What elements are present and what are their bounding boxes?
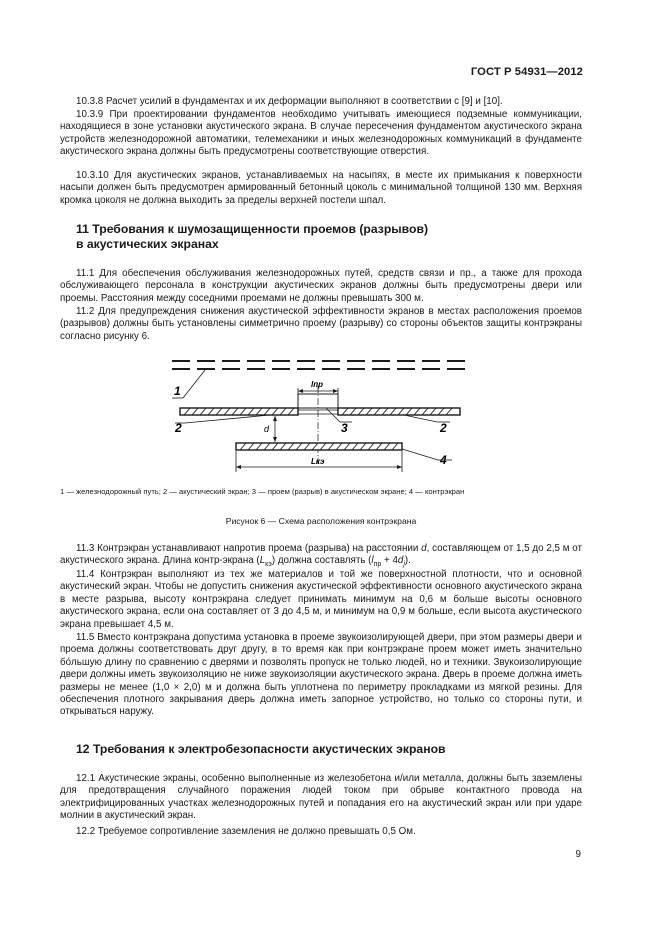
- paragraph-11-2: 11.2 Для предупреждения снижения акустической эффективности экранов в местах расположения проемов (разрывов) должны быть установлены симметрично проему (разрыву) со стороны объектов защиты контрэкраны согласно рисунку 6.: [60, 306, 582, 342]
- label-2-right: 2: [440, 421, 447, 435]
- paragraph-12-1: 12.1 Акустические экраны, особенно выполненные из железобетона и/или металла, должны быть заземлены для предотвращения случайного поражения людей током при обрыве контактного провода на электрифицированных участках железнодорожных путей и попадания его на акустический экран или при ударе молнии в акустический экран.: [60, 773, 582, 822]
- distance-d-dimension: [273, 416, 277, 442]
- paragraph-11-3: 11.3 Контрэкран устанавливают напротив проема (разрыва) на расстоянии d, составляющем от 1,5 до 2,5 м от акустического экрана. Длина контр-экрана $(L_{кэ})$ должна составлять $(l_{пр} + 4d_j)$.: [60, 543, 582, 569]
- section-11-heading-line1: 11 Требования к шумозащищенности проемов (разрывов): [76, 222, 429, 236]
- figure-6-diagram: [0, 350, 661, 480]
- label-lpr: lпр: [311, 380, 323, 389]
- paragraph-11-5: 11.5 Вместо контрэкрана допустима установка в проеме звукоизолирующей двери, при этом размеры двери и проема должны соответствовать друг другу, в то время как при контрэкране проем может иметь значительно бо́льшую длину по сравнению с дверями и позволять пропуск не только людей, но и техники. Звукоизолирующие двери должны иметь звукоизоляцию не ниже звукоизоляции акустического экрана. Дверь в проеме должна иметь размеры не менее (1,0 × 2,0) м и должна быть уплотнена по периметру прокладками из мягкой резины. Для обеспечения плотного закрывания дверь должна иметь запорное устройство, но только со стороны пути, и открываться наружу.: [60, 632, 582, 718]
- section-12-heading: 12 Требования к электробезопасности акустических экранов: [76, 742, 446, 756]
- document-header: ГОСТ Р 54931—2012: [470, 66, 583, 78]
- railway-track: [172, 361, 466, 369]
- paragraph-11-4: 11.4 Контрэкран выполняют из тех же материалов и той же поверхностной плотности, что и основной акустический экран. Чтобы не допустить снижения акустической эффективности основного акустического экрана в месте разрыва, высоту контрэкрана следует принимать минимум на 0,6 м больше высоты основного акустического экрана, если она составляет от 3 до 4,5 м, и минимум на 0,9 м больше, если высота акустического экрана превышает 4,5 м.: [60, 569, 582, 630]
- figure-6-legend: 1 — железнодорожный путь; 2 — акустический экран; 3 — проем (разрыв) в акустическом экране; 4 — контрэкран: [60, 487, 465, 496]
- acoustic-screen-right: [338, 408, 460, 415]
- label-1: 1: [174, 384, 181, 398]
- paragraph-12-2: 12.2 Требуемое сопротивление заземления не должно превышать 0,5 Ом.: [76, 826, 416, 837]
- label-2-left: 2: [175, 421, 182, 435]
- acoustic-screen-left: [180, 408, 298, 415]
- label-d: d: [264, 424, 270, 434]
- label-lke: Lкэ: [311, 457, 325, 466]
- label-3: 3: [341, 421, 348, 435]
- paragraph-10-3-10: 10.3.10 Для акустических экранов, устанавливаемых на насыпях, в месте их примыкания к поверхности насыпи должен быть предусмотрен армированный бетонный цоколь с минимальной толщиной 130 мм. Верхняя кромка цоколя не должна выходить за пределы верхней постели шпал.: [60, 170, 582, 206]
- paragraph-10-3-8: 10.3.8 Расчет усилий в фундаментах и их деформации выполняют в соответствии с [9] и [10].: [76, 96, 503, 107]
- section-11-heading: [76, 222, 576, 252]
- page-number: 9: [575, 849, 581, 860]
- figure-6-title: Рисунок 6 — Схема расположения контрэкрана: [225, 516, 417, 526]
- paragraph-10-3-9: 10.3.9 При проектировании фундаментов необходимо учитывать имеющиеся подземные коммуникации, находящиеся в зоне установки акустического экрана. В случае пересечения фундаментом акустического экрана устройств железнодорожной автоматики, телемеханики и иных железнодорожных коммуникаций в фундаменте акустического экрана должны быть предусмотрены соответствующие отверстия.: [60, 109, 582, 158]
- label-4: 4: [440, 453, 447, 467]
- paragraph-11-1: 11.1 Для обеспечения обслуживания железнодорожных путей, средств связи и пр., а также для прохода обслуживающего персонала в конструкции акустических экранов должны быть предусмотрены двери или проемы. Расстояния между соседними проемами не должны превышать 300 м.: [60, 268, 582, 304]
- section-11-heading-line2: в акустических экранах: [76, 237, 219, 251]
- counter-screen: [236, 443, 402, 450]
